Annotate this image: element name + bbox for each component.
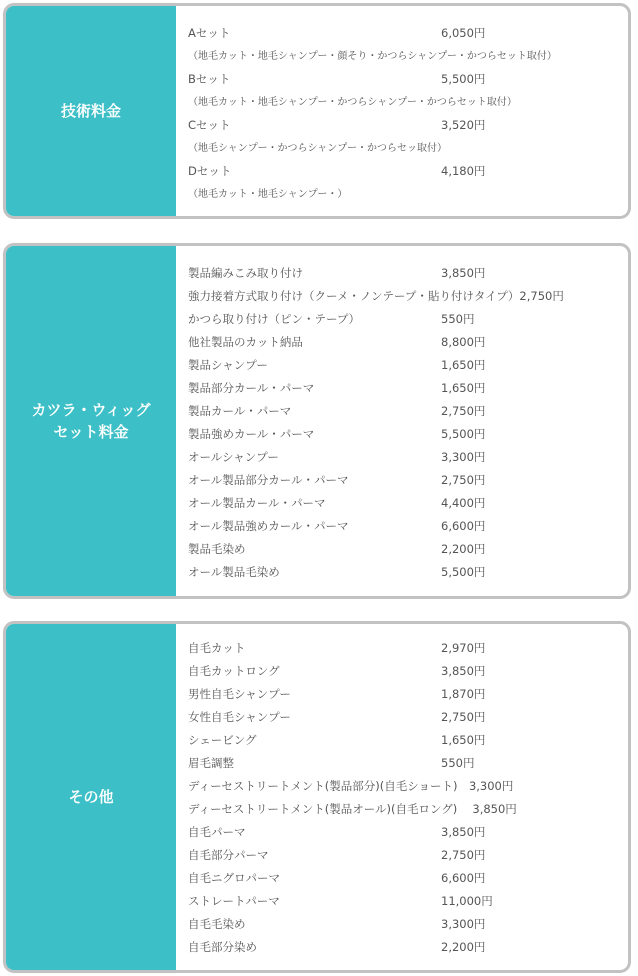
price-row — [188, 160, 628, 183]
item-name-price: ディーセストリートメント(製品オール)(自毛ロング) 3,850円 — [188, 802, 517, 816]
section-title: その他 — [68, 788, 114, 806]
price-row — [188, 377, 628, 400]
item-price: 4,400円 — [441, 496, 486, 510]
item-name: 自毛パーマ — [188, 825, 246, 839]
item-name: 製品毛染め — [188, 542, 246, 556]
price-row — [188, 446, 628, 469]
item-note: （地毛カット・地毛シャンプー・） — [188, 189, 348, 200]
item-price: 3,850円 — [441, 664, 486, 678]
item-price: 4,180円 — [441, 164, 486, 178]
item-name: オール製品強めカール・パーマ — [188, 519, 349, 533]
item-name: オール製品部分カール・パーマ — [188, 473, 349, 487]
item-name: Dセット — [188, 164, 232, 178]
item-price: 2,200円 — [441, 940, 486, 954]
item-price: 3,850円 — [441, 825, 486, 839]
item-price: 2,970円 — [441, 641, 486, 655]
item-price: 1,650円 — [441, 358, 486, 372]
price-row — [188, 637, 628, 660]
item-name: 眉毛調整 — [188, 756, 234, 770]
price-row — [188, 538, 628, 561]
item-name: かつら取り付け（ピン・テープ） — [188, 312, 361, 326]
item-name: Aセット — [188, 26, 231, 40]
item-price: 1,870円 — [441, 687, 486, 701]
item-price: 6,600円 — [441, 871, 486, 885]
item-name: オールシャンプー — [188, 450, 279, 464]
price-row — [188, 890, 628, 913]
price-row — [188, 354, 628, 377]
price-row — [188, 660, 628, 683]
item-name: 自毛カットロング — [188, 664, 280, 678]
item-name: オール製品毛染め — [188, 565, 280, 579]
item-price: 3,850円 — [441, 266, 486, 280]
price-row — [188, 729, 628, 752]
item-name: オール製品カール・パーマ — [188, 496, 326, 510]
section-label — [6, 246, 176, 596]
item-price: 3,300円 — [441, 450, 486, 464]
section-technical-fee — [3, 3, 631, 219]
item-price: 2,750円 — [441, 404, 486, 418]
item-name: Bセット — [188, 72, 231, 86]
price-row — [188, 561, 628, 584]
item-price: 3,300円 — [441, 917, 486, 931]
price-list — [188, 22, 628, 206]
section-title: カツラ・ウィッグ セット料金 — [31, 401, 151, 441]
price-row — [188, 936, 628, 959]
price-row — [188, 91, 628, 114]
price-row — [188, 137, 628, 160]
section-other — [3, 621, 631, 973]
item-price: 2,750円 — [441, 473, 486, 487]
price-row — [188, 183, 628, 206]
item-note: （地毛カット・地毛シャンプー・顔そり・かつらシャンプー・かつらセット取付） — [188, 51, 557, 62]
item-name: 自毛カット — [188, 641, 246, 655]
section-wig-set-fee — [3, 243, 631, 599]
price-row — [188, 331, 628, 354]
item-price: 2,200円 — [441, 542, 486, 556]
item-price: 8,800円 — [441, 335, 486, 349]
item-price: 2,750円 — [441, 848, 486, 862]
section-title: 技術料金 — [60, 102, 121, 120]
item-name: 自毛毛染め — [188, 917, 246, 931]
item-name: 製品シャンプー — [188, 358, 268, 372]
item-name: 製品カール・パーマ — [188, 404, 292, 418]
price-row — [188, 114, 628, 137]
price-row — [188, 68, 628, 91]
price-row — [188, 45, 628, 68]
item-name: Cセット — [188, 118, 231, 132]
price-row — [188, 469, 628, 492]
item-price: 550円 — [441, 756, 475, 770]
item-price: 5,500円 — [441, 427, 486, 441]
price-row — [188, 706, 628, 729]
price-list — [188, 637, 628, 959]
price-row — [188, 798, 628, 821]
price-row — [188, 913, 628, 936]
price-row — [188, 492, 628, 515]
item-name: 女性自毛シャンプー — [188, 710, 291, 724]
item-name: 自毛部分パーマ — [188, 848, 269, 862]
section-label — [6, 624, 176, 970]
item-note: （地毛シャンプー・かつらシャンプー・かつらセッ取付） — [188, 143, 447, 154]
item-price: 3,520円 — [441, 118, 486, 132]
item-name: 製品強めカール・パーマ — [188, 427, 315, 441]
price-row — [188, 262, 628, 285]
item-name: シェービング — [188, 733, 257, 747]
price-list — [188, 262, 628, 584]
item-name-price: ディーセストリートメント(製品部分)(自毛ショート) 3,300円 — [188, 779, 514, 793]
item-price: 2,750円 — [441, 710, 486, 724]
item-name: 他社製品のカット納品 — [188, 335, 303, 349]
item-price: 1,650円 — [441, 381, 486, 395]
item-name: 製品部分カール・パーマ — [188, 381, 315, 395]
section-label — [6, 6, 176, 216]
item-name: 製品編みこみ取り付け — [188, 266, 303, 280]
price-row — [188, 867, 628, 890]
price-row — [188, 285, 628, 308]
price-row — [188, 775, 628, 798]
item-price: 5,500円 — [441, 72, 486, 86]
price-row — [188, 423, 628, 446]
item-price: 6,050円 — [441, 26, 486, 40]
price-row — [188, 308, 628, 331]
item-name-price: 強力接着方式取り付け（クーメ・ノンテープ・貼り付けタイプ）2,750円 — [188, 289, 564, 303]
item-name: ストレートパーマ — [188, 894, 280, 908]
price-row — [188, 22, 628, 45]
item-name: 男性自毛シャンプー — [188, 687, 291, 701]
price-row — [188, 400, 628, 423]
item-price: 550円 — [441, 312, 475, 326]
item-name: 自毛ニグロパーマ — [188, 871, 280, 885]
item-price: 6,600円 — [441, 519, 486, 533]
price-row — [188, 683, 628, 706]
price-row — [188, 844, 628, 867]
price-row — [188, 752, 628, 775]
item-note: （地毛カット・地毛シャンプー・かつらシャンプー・かつらセット取付） — [188, 97, 517, 108]
item-price: 5,500円 — [441, 565, 486, 579]
price-row — [188, 515, 628, 538]
price-row — [188, 821, 628, 844]
item-price: 11,000円 — [441, 894, 493, 908]
item-name: 自毛部分染め — [188, 940, 257, 954]
item-price: 1,650円 — [441, 733, 486, 747]
